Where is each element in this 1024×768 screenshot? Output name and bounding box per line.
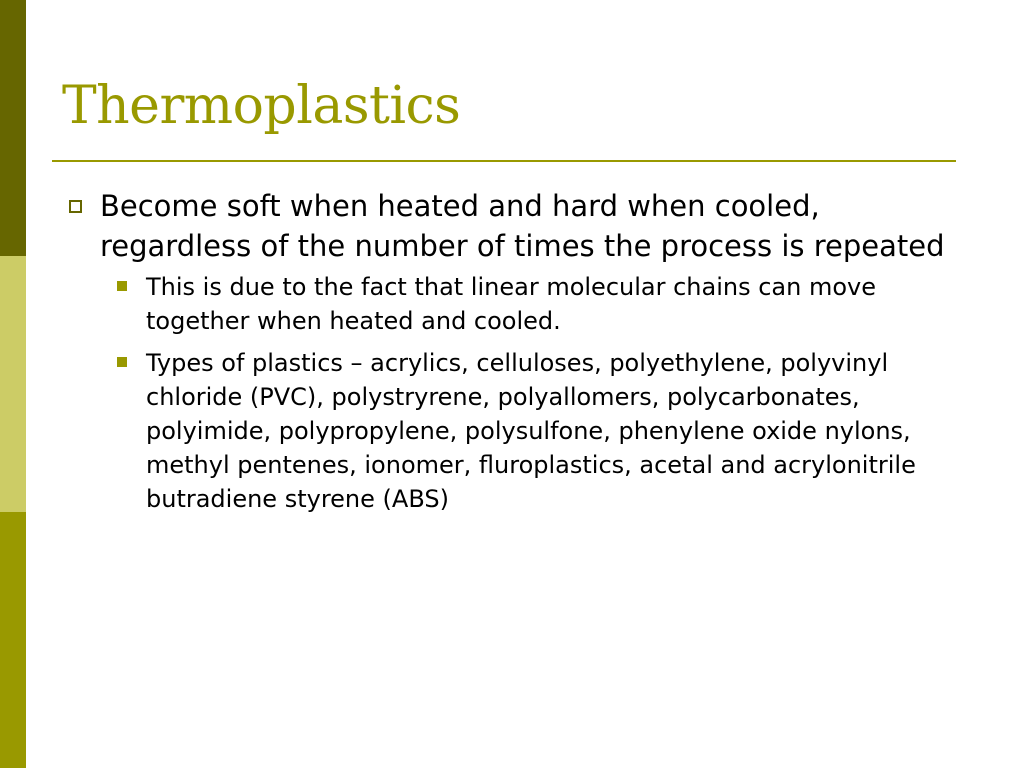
hollow-square-bullet-icon — [69, 200, 82, 213]
bullet-level1-text: Become soft when heated and hard when cooled, regardless of the number of times the process is repeated — [100, 189, 945, 263]
bullet-level2 — [62, 270, 946, 338]
filled-square-bullet-icon — [117, 281, 127, 291]
slide-content — [62, 186, 962, 524]
title-divider — [52, 160, 956, 162]
bullet-level1 — [62, 186, 962, 266]
bullet-level2 — [62, 346, 946, 516]
bullet-level2-text: Types of plastics – acrylics, celluloses, polyethylene, polyvinyl chloride (PVC), polystryrene, polyallomers, polycarbonates, polyimide, polypropylene, polysulfone, phenylene oxide nylons, methyl pentenes, ionomer, fluroplastics, acetal and acrylonitrile butradiene styrene (ABS) — [146, 349, 916, 513]
side-bar-top — [0, 0, 26, 256]
side-bar-middle — [0, 256, 26, 512]
side-bar-bottom — [0, 512, 26, 768]
bullet-level2-text: This is due to the fact that linear molecular chains can move together when heated and cooled. — [146, 273, 876, 335]
filled-square-bullet-icon — [117, 357, 127, 367]
slide-title: Thermoplastics — [62, 76, 461, 136]
